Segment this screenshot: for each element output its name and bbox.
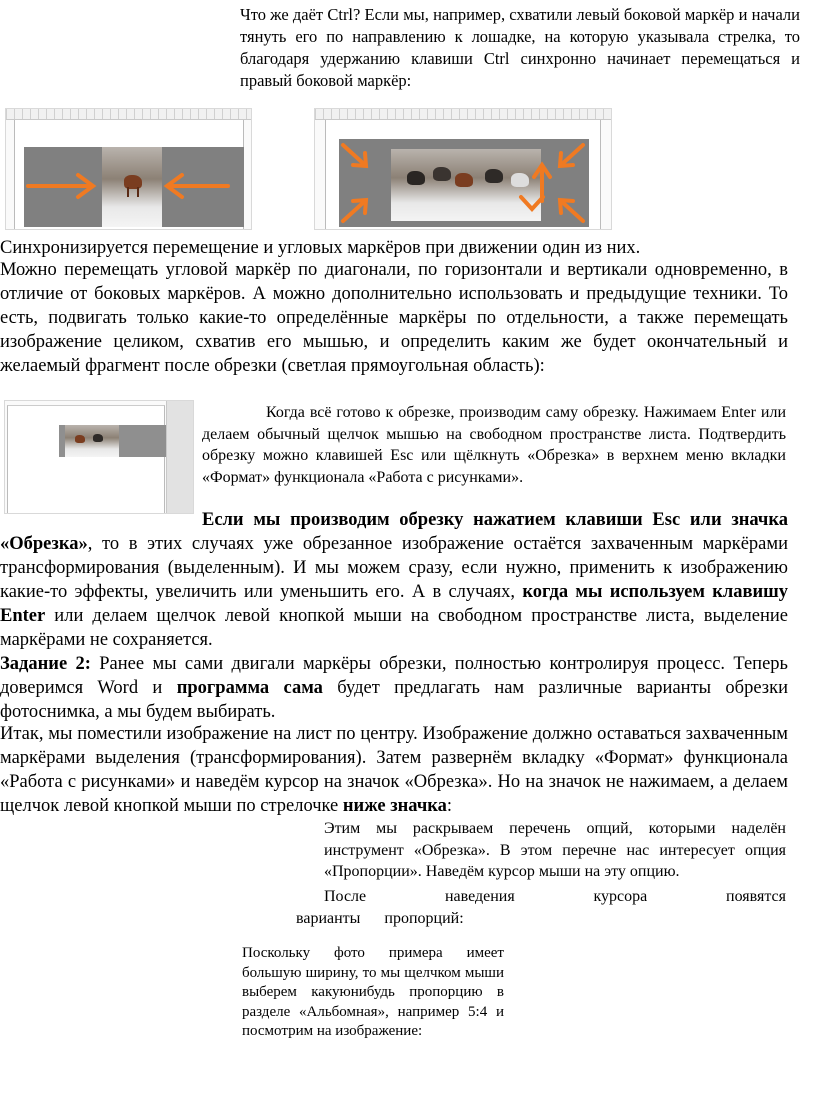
scrollbar — [166, 401, 193, 513]
options-paragraph: Этим мы раскрываем перечень опций, которыми наделён инструмент «Обрезка». В этом перечне нас интересует опция «Пропорции». Наведём курсор мыши на эту опцию. — [324, 820, 786, 880]
arrow-icon — [6, 109, 251, 229]
arrow-icon — [315, 109, 611, 229]
program-itself-phrase: программа сама — [176, 678, 323, 698]
photo-width-paragraph: Поскольку фото примера имеет большую ширину, то мы щелчком мыши выберем какуюнибудь пропорцию в разделе «Альбомная», например 5:4 и посмотрим на изображение: — [242, 945, 504, 1039]
below-icon-phrase: ниже значка — [342, 796, 447, 816]
after-hover-line1: После наведения курсора появятся — [324, 888, 786, 905]
intro-paragraph: Что же даёт Ctrl? Если мы, например, схватили левый боковой маркёр и начали тянуть его по направлению к лошадке, на которую указывала стрелка, то благодаря удержанию клавиши Ctrl синхронно начинает перемещаться и правый боковой маркёр: — [240, 5, 800, 90]
screenshot-side-markers — [5, 108, 252, 230]
after-hover-line2: варианты пропорций: — [296, 910, 464, 927]
crop-ready-paragraph: Когда всё готово к обрезке, производим саму обрезку. Нажимаем Enter или делаем обычный щелчок мышью на свободном пространстве листа. Подтвердить обрезку можно клавишей Esc или щёлкнуть «Обрезка» в верхнем меню вкладки «Формат» функционала «Работа с рисунками». — [202, 404, 786, 486]
task-label: Задание 2: — [0, 654, 91, 674]
esc-paragraph: Если мы производим обрезку нажатием клавиши Esc или значка «Обрезка», то в этих случаях уже обрезанное изображение остаётся захваченным маркёрами трансформирования (выделенным). И мы можем сразу, если нужно, применить к изображению какие-то эффекты, увеличить или уменьшить его. А в случаях, когда мы используем клавишу Enter или делаем щелчок левой кнопкой мыши на свободном пространстве листа, выделение маркёрами не сохраняется. — [0, 510, 789, 650]
sync-paragraph: Синхронизируется перемещение и угловых маркёров при движении один из них. — [0, 238, 641, 258]
enter-key-phrase: когда мы используем клавишу Enter — [0, 582, 789, 626]
horse-photo — [65, 425, 119, 457]
corner-paragraph: Можно перемещать угловой маркёр по диагонали, по горизонтали и вертикали одновременно, в отличие от боковых маркёров. А можно дополнительно использовать и предыдущие техники. То есть, подвигать только какие-то определённые маркёры по отдельности, а также перемещать изображение целиком, схватив его мышью, и определить каким же будет окончательный и желаемый фрагмент после обрезки (светлая прямоугольная область): — [0, 260, 788, 376]
center-paragraph: Итак, мы поместили изображение на лист по центру. Изображение должно оставаться захваченным маркёрами выделения (трансформирования). Затем развернём вкладку «Формат» функционала «Работа с рисунками» и наведём курсор на значок «Обрезка». Но на значок не нажимаем, а делаем щелчок левой кнопкой мыши по стрелочке ниже значка: — [0, 724, 788, 816]
task-2-paragraph: Задание 2: Ранее мы сами двигали маркёры обрезки, полностью контролируя процесс. Теперь доверимся Word и программа сама будет предлагать нам различные варианты обрезки фотоснимка, а мы будем выбирать. — [0, 654, 788, 722]
screenshot-corner-markers — [314, 108, 612, 230]
screenshot-crop-area — [4, 400, 194, 514]
esc-lead: Если мы производим обрезку нажатием клавиши Esc или значка «Обрезка» — [0, 510, 788, 554]
